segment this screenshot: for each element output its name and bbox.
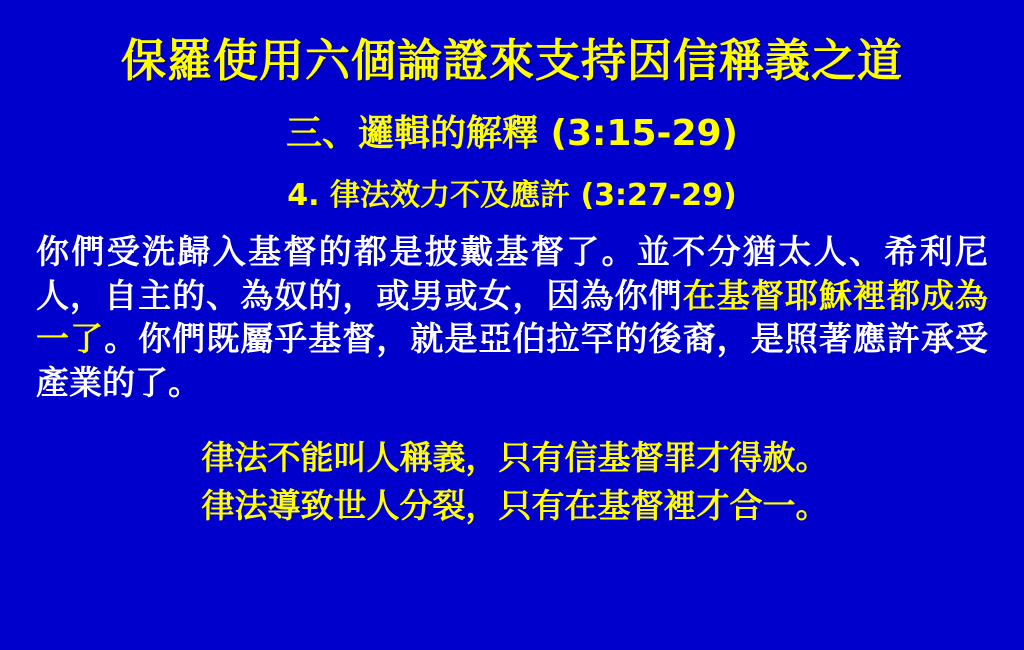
slide-subtitle: 三、邏輯的解釋 (3:15-29) bbox=[285, 112, 739, 154]
page-title: 保羅使用六個論證來支持因信稱義之道 bbox=[120, 34, 903, 87]
conclusion-line-1: 律法不能叫人稱義，只有信基督罪才得赦。 bbox=[201, 438, 829, 478]
conclusion-line-2: 律法導致世人分裂，只有在基督裡才合一。 bbox=[201, 486, 829, 526]
scripture-part-1: 你們受洗歸入基督的都是披戴基督了。並不分猶太人、希利尼人，自主的、為奴的，或男或女，因為你們 bbox=[36, 232, 988, 315]
scripture-highlight: 在基督耶穌裡都成為一了 bbox=[36, 275, 989, 359]
scripture-paragraph bbox=[0, 212, 1024, 404]
scripture-part-2: 。你們既屬乎基督，就是亞伯拉罕的後裔，是照著應許承受產業的了。 bbox=[36, 319, 989, 402]
conclusion-list bbox=[0, 404, 1024, 530]
slide-section-heading: 4. 律法效力不及應許 (3:27-29) bbox=[287, 178, 737, 214]
